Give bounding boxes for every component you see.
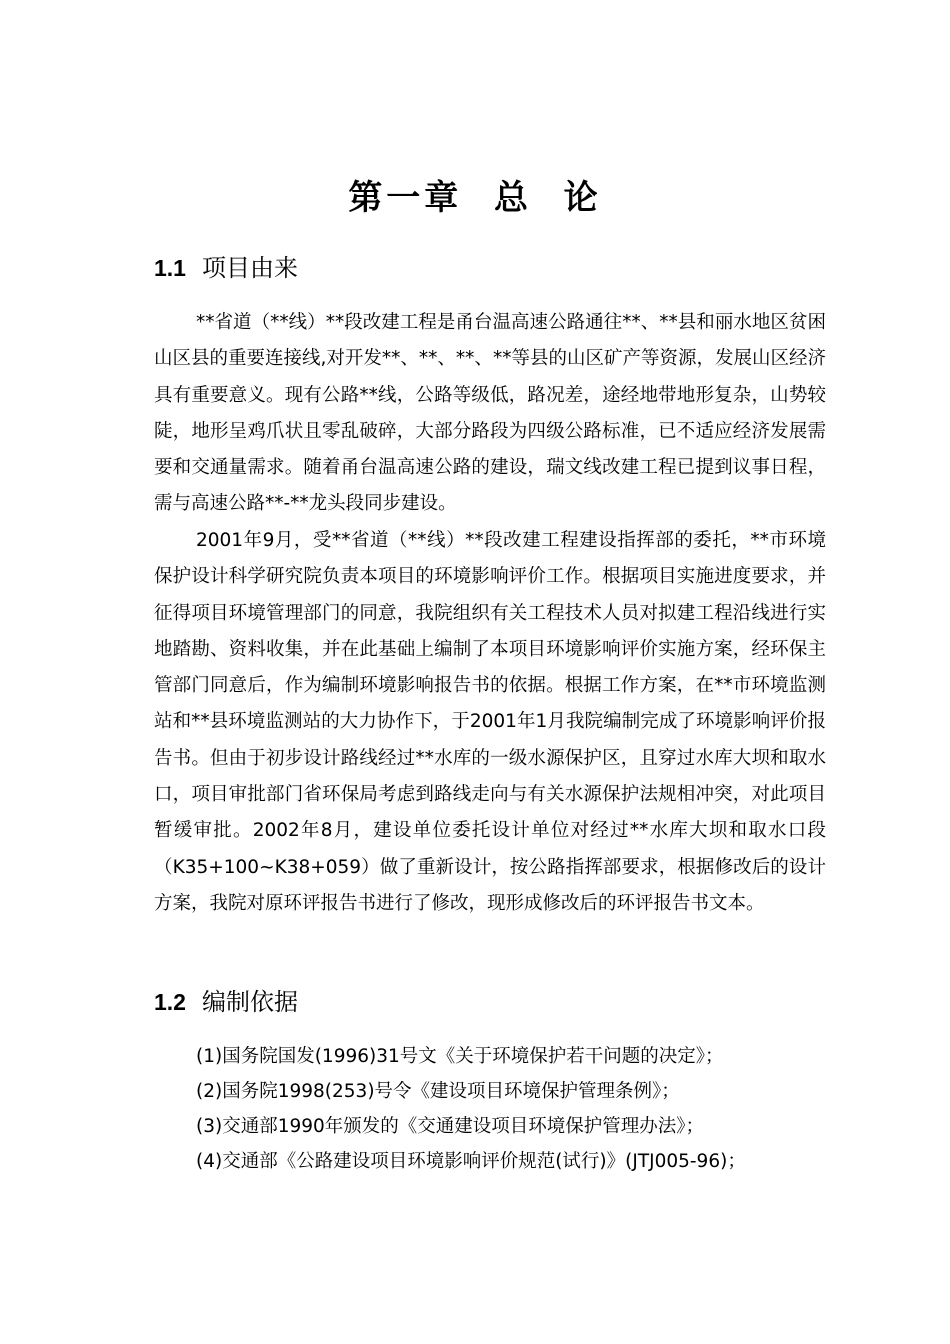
section-number: 1.2: [154, 989, 186, 1015]
list-item: (2)国务院1998(253)号令《建设项目环境保护管理条例》；: [196, 1081, 680, 1102]
chapter-title: 第一章 总 论: [348, 178, 602, 218]
list-item: (4)交通部《公路建设项目环境影响评价规范(试行)》(JTJ005-96)；: [196, 1151, 746, 1172]
list-item: (3)交通部1990年颁发的《交通建设项目环境保护管理办法》；: [196, 1116, 705, 1137]
paragraph-evaluation-history: 2001年9月，受**省道（**线）**段改建工程建设指挥部的委托，**市环境保护设计科学研究院负责本项目的环境影响评价工作。根据项目实施进度要求，并征得项目环境管理部门的同意，我院组织有关工程技术人员对拟建工程沿线进行实地踏勘、资料收集，并在此基础上编制了本项目环境影响评价实施方案，经环保主管部门同意后，作为编制环境影响报告书的依据。根据工作方案，在**市环境监测站和**县环境监测站的大力协作下，于2001年1月我院编制完成了环境影响评价报告书。但由于初步设计路线经过**水库的一级水源保护区，且穿过水库大坝和取水口，项目审批部门省环保局考虑到路线走向与有关水源保护法规相冲突，对此项目暂缓审批。2002年8月，建设单位委托设计单位对经过**水库大坝和取水口段（K35+100~K38+059）做了重新设计，按公路指挥部要求，根据修改后的设计方案，我院对原环评报告书进行了修改，现形成修改后的环评报告书文本。: [154, 530, 826, 914]
list-item: (1)国务院国发(1996)31号文《关于环境保护若干问题的决定》；: [196, 1046, 724, 1067]
section-heading-1-1: [154, 248, 298, 283]
section-title: 编制依据: [201, 988, 298, 1016]
section-number: 1.1: [154, 255, 186, 281]
section-title: 项目由来: [201, 254, 298, 282]
paragraph-project-origin: **省道（**线）**段改建工程是甬台温高速公路通往**、**县和丽水地区贫困山区县的重要连接线,对开发**、**、**、**等县的山区矿产等资源，发展山区经济具有重要意义。现有公路**线，公路等级低，路况差，途经地带地形复杂，山势较陡，地形呈鸡爪状且零乱破碎，大部分路段为四级公路标准，已不适应经济发展需要和交通量需求。随着甬台温高速公路的建设，瑞文线改建工程已提到议事日程，需与高速公路**-**龙头段同步建设。: [154, 312, 826, 515]
section-heading-1-2: [154, 982, 298, 1017]
basis-list: [196, 1039, 836, 1179]
